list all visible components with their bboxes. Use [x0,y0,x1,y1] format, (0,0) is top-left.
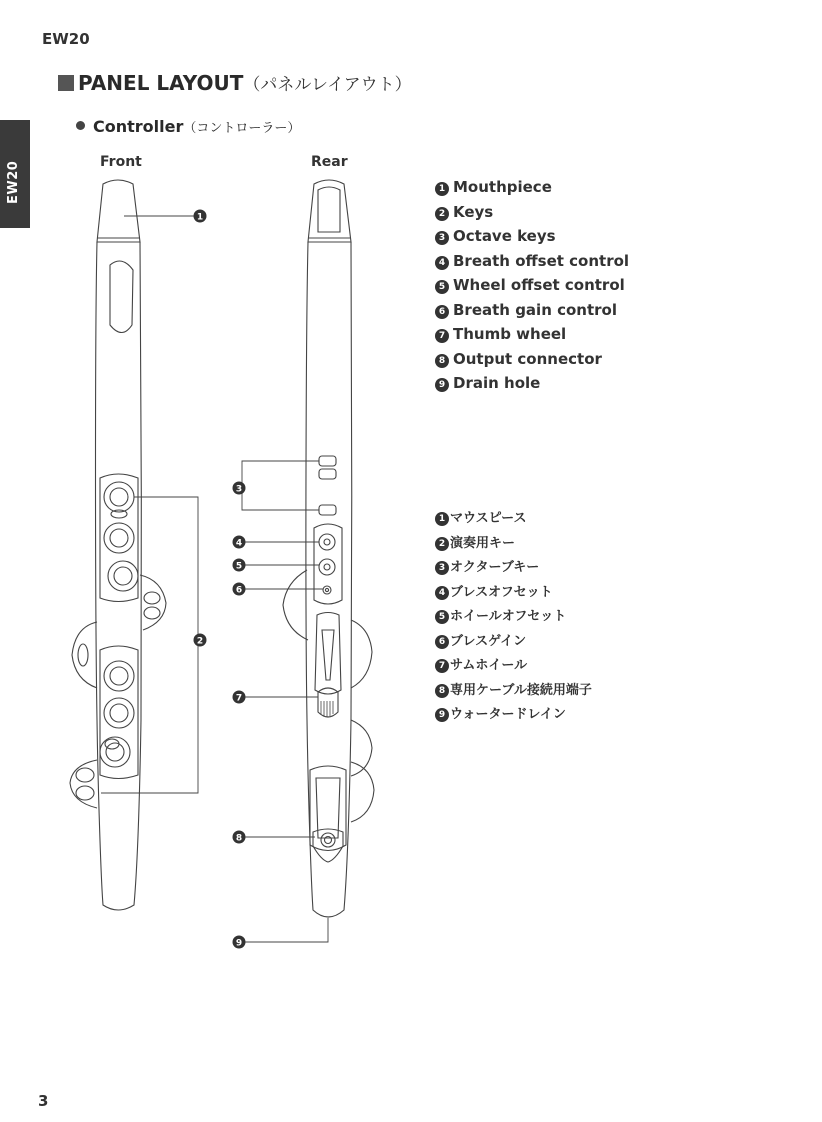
parts-list-en [435,178,629,399]
list-item: 3 オクターブキー [435,556,592,581]
subsection-title-jp: （コントローラー） [183,121,301,136]
list-item: 9 Drain hole [435,374,629,399]
list-item: 6 Breath gain control [435,301,629,326]
list-item: 1 マウスピース [435,507,592,532]
list-item: 4 ブレスオフセット [435,581,592,606]
svg-text:6: 6 [235,585,243,596]
svg-text:9: 9 [235,938,243,949]
front-view-label: Front [100,154,142,170]
list-item: 3 Octave keys [435,227,629,252]
octave-key [319,456,336,466]
svg-text:7: 7 [235,693,243,704]
list-item: 5 ホイールオフセット [435,605,592,630]
callout-1 [194,210,207,223]
front-mouthpiece [97,180,140,242]
front-key [100,737,130,767]
rear-mouthpiece [308,180,351,242]
front-view [70,180,166,910]
subsection-title-en: Controller [93,117,184,136]
list-item: 7 Thumb wheel [435,325,629,350]
front-key [104,661,134,691]
list-item: 4 Breath offset control [435,252,629,277]
breath-gain-knob [323,586,331,594]
callout-6 [233,583,246,596]
front-key [104,523,134,553]
rear-view [283,180,374,917]
callout-4 [233,536,246,549]
section-title-en: PANEL LAYOUT [78,71,244,95]
side-tab-label: EW20 [6,160,21,204]
callout-9 [233,936,246,949]
rear-view-label: Rear [311,154,348,170]
callout-7 [233,691,246,704]
svg-text:4: 4 [235,538,243,549]
callout-8 [233,831,246,844]
list-item: 7 サムホイール [435,654,592,679]
page-number: 3 [38,1092,49,1110]
callout-2 [194,634,207,647]
rear-body [306,242,352,917]
svg-text:5: 5 [235,561,243,572]
svg-text:8: 8 [235,833,243,844]
front-key [108,561,138,591]
octave-key [319,505,336,515]
parts-list-jp [435,507,592,728]
breath-offset-knob [319,534,335,550]
list-item: 9 ウォータードレイン [435,703,592,728]
model-name: EW20 [42,30,90,48]
octave-key [319,469,336,479]
wheel-offset-knob [319,559,335,575]
svg-text:3: 3 [235,484,243,495]
svg-text:1: 1 [196,212,204,223]
front-key [104,698,134,728]
list-item: 8 Output connector [435,350,629,375]
svg-text:2: 2 [196,636,204,647]
section-title-jp: （パネルレイアウト） [243,75,412,95]
list-item: 6 ブレスゲイン [435,630,592,655]
callout-3 [233,482,246,495]
list-item: 8 専用ケーブル接続用端子 [435,679,592,704]
callout-5 [233,559,246,572]
front-body [96,242,142,910]
list-item: 2 演奏用キー [435,532,592,557]
list-item: 1 Mouthpiece [435,178,629,203]
front-key [104,482,134,512]
front-palm-rest [110,261,133,333]
list-item: 2 Keys [435,203,629,228]
list-item: 5 Wheel offset control [435,276,629,301]
